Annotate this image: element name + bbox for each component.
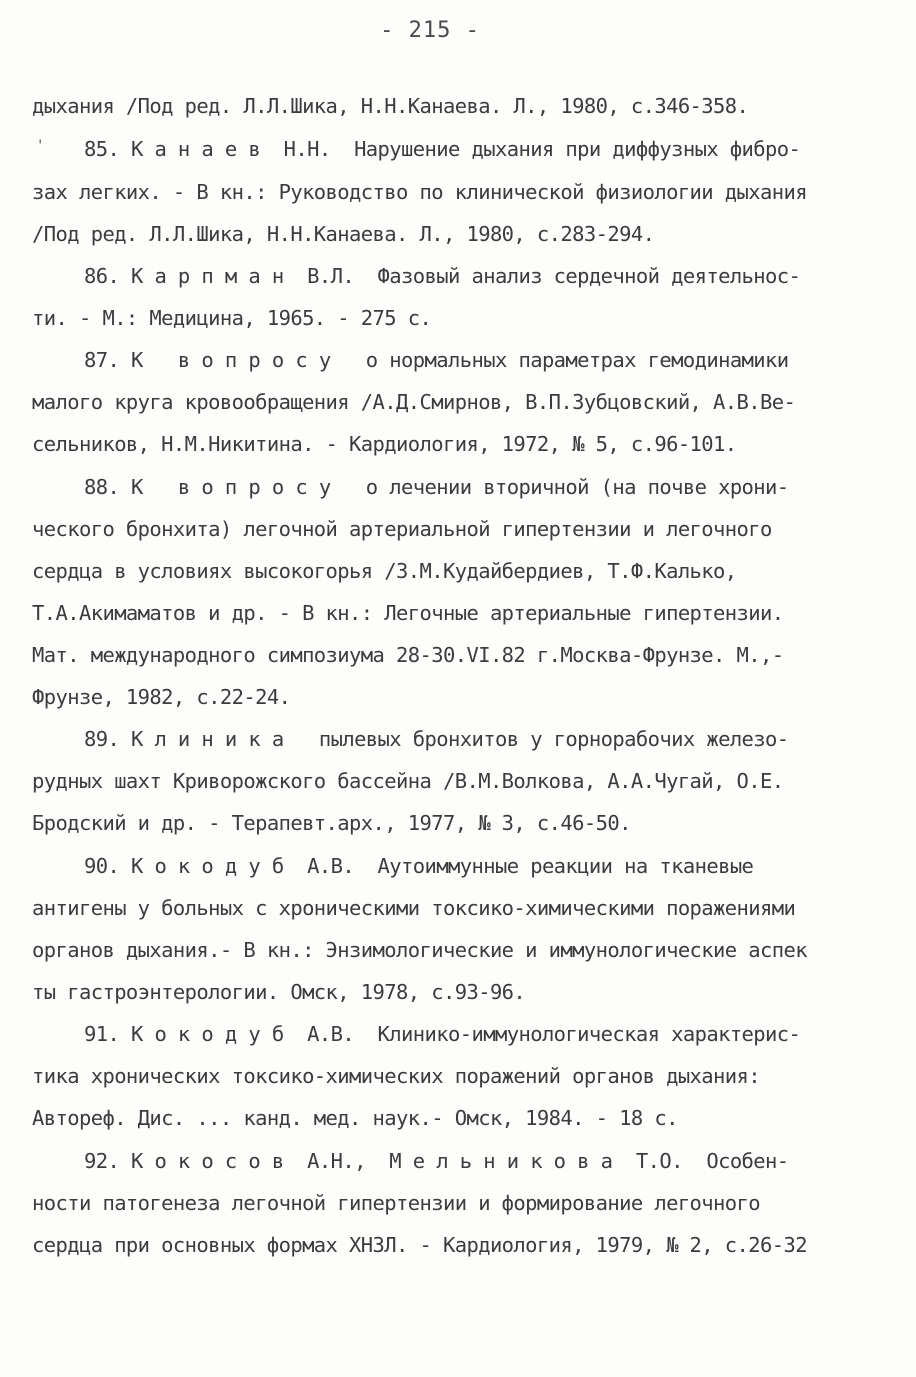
text-line: 89. К л и н и к а пылевых бронхитов у горнорабочих железо-	[84, 727, 789, 751]
text-line: 92. К о к о с о в А.Н., М е л ь н и к о в а Т.О. Особен-	[84, 1149, 789, 1173]
text-line: /Под ред. Л.Л.Шика, Н.Н.Канаева. Л., 1980, с.283-294.	[32, 222, 655, 246]
text-line: 91. К о к о д у б А.В. Клинико-иммунологическая характерис-	[84, 1022, 801, 1046]
text-line: ты гастроэнтерологии. Омск, 1978, с.93-96.	[32, 980, 526, 1004]
text-line: дыхания /Под ред. Л.Л.Шика, Н.Н.Канаева. Л., 1980, с.346-358.	[32, 94, 749, 118]
text-line: рудных шахт Криворожского бассейна /В.М.Волкова, А.А.Чугай, О.Е.	[32, 769, 784, 793]
text-line: малого круга кровообращения /А.Д.Смирнов, В.П.Зубцовский, А.В.Ве-	[32, 390, 796, 414]
text-line: 90. К о к о д у б А.В. Аутоиммунные реакции на тканевые	[84, 854, 754, 878]
text-line: Бродский и др. - Терапевт.арх., 1977, № 3, с.46-50.	[32, 811, 631, 835]
text-line: сельников, Н.М.Никитина. - Кардиология, 1972, № 5, с.96-101.	[32, 432, 737, 456]
text-line: ческого бронхита) легочной артериальной гипертензии и легочного	[32, 517, 772, 541]
text-line: 88. К в о п р о с у о лечении вторичной (на почве хрони-	[84, 475, 789, 499]
page-number: - 215 -	[380, 18, 480, 43]
text-line: ти. - М.: Медицина, 1965. - 275 с.	[32, 306, 432, 330]
text-line: Фрунзе, 1982, с.22-24.	[32, 685, 291, 709]
text-line: антигены у больных с хроническими токсико-химическими поражениями	[32, 896, 796, 920]
text-line: зах легких. - В кн.: Руководство по клинической физиологии дыхания	[32, 180, 807, 204]
text-line: Автореф. Дис. ... канд. мед. наук.- Омск, 1984. - 18 с.	[32, 1106, 678, 1130]
text-line: тика хронических токсико-химических поражений органов дыхания:	[32, 1064, 761, 1088]
text-line: органов дыхания.- В кн.: Энзимологические и иммунологические аспек	[32, 938, 807, 962]
text-line: ности патогенеза легочной гипертензии и формирование легочного	[32, 1191, 761, 1215]
text-line: Т.А.Акимаматов и др. - В кн.: Легочные артериальные гипертензии.	[32, 601, 784, 625]
text-line: 87. К в о п р о с у о нормальных параметрах гемодинамики	[84, 348, 789, 372]
text-line: сердца при основных формах ХНЗЛ. - Кардиология, 1979, № 2, с.26-32	[32, 1233, 807, 1257]
text-line: сердца в условиях высокогорья /З.М.Кудайбердиев, Т.Ф.Калько,	[32, 559, 737, 583]
text-line: Мат. международного симпозиума 28-30.VI.82 г.Москва-Фрунзе. М.,-	[32, 643, 784, 667]
text-line: 86. К а р п м а н В.Л. Фазовый анализ сердечной деятельнос-	[84, 264, 801, 288]
text-line: 85. К а н а е в Н.Н. Нарушение дыхания при диффузных фибро-	[84, 137, 801, 161]
margin-mark: '	[36, 138, 45, 154]
